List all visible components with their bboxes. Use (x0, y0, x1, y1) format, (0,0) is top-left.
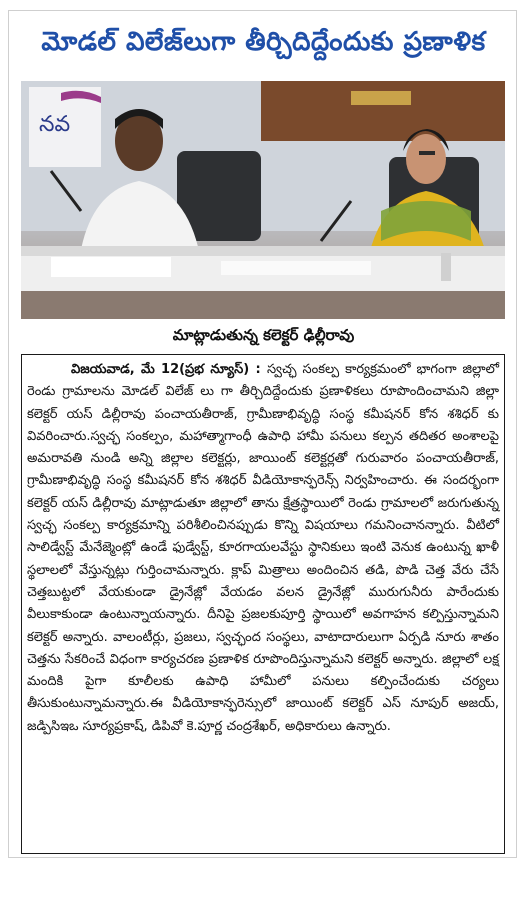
dateline: విజయవాడ, మే 12(ప్రభ న్యూస్) : (71, 362, 268, 377)
photo-caption: మాట్లాడుతున్న కలెక్టర్ ఢిల్లీరావు (172, 326, 355, 344)
news-clipping (8, 10, 517, 858)
headline: మోడల్ విలేజ్‌లుగా తీర్చిదిద్దేందుకు ప్రణాళిక (41, 27, 486, 57)
banner-text: నవ (39, 112, 71, 137)
meeting-photo-illustration (21, 81, 505, 319)
article-body (21, 354, 505, 854)
article-text: స్వచ్ఛ సంకల్ప కార్యక్రమంలో భాగంగా జిల్లాలో రెండు గ్రామాలను మోడల్ విలేజ్ లు గా తీర్చిదిద్దేందుకు ప్రణాళికలు రూపొందించామని జిల్లా కలెక్టర్ యస్ డిల్లీరావు పంచాయతీరాజ్, గ్రామీణాభివృద్ధి సంస్థ కమీషనర్ కోన శశిధర్ కు వివరించారు.స్వచ్ఛ సంకల్పం, మహాత్మాగాంధీ ఉపాధి హామీ పనులు కల్పన తదితర అంశాలపై అమరావతి నుండి అన్ని జిల్లాల కలెక్టర్లు, జాయింట్ కలెక్టర్లతో గురువారం పంచాయతీరాజ్, గ్రామీణాభివృద్ధి సంస్థ కమీషనర్ కోన శశిధర్ వీడియోకాన్ఫరెన్స్ నిర్వహించారు. ఈ సందర్భంగా కలెక్టర్ యస్ డిల్లీరావు మాట్లాడుతూ జిల్లాలో తాను క్షేత్రస్థాయిలో రెండు గ్రామాలలో జరుగుతున్న స్వచ్ఛ సంకల్ప కార్యక్రమాన్ని పరిశీలించినప్పుడు కొన్ని విషయాలు గమనించానన్నారు. వీటిలో సాలిడ్వేస్ట్ మేనేజ్మెంట్లో ఉండే ఫుడ్వేస్ట్, కూరగాయలవేస్టు స్థానికులు ఇంటి వెనుక ఉంటున్న ఖాళీ స్థలాలలో వేస్తున్నట్లు గుర్తించామన్నారు. క్లాప్ మిత్రాలు అందించిన తడి, పొడి చెత్త వేరు చేసే చెత్తబుట్టలో వేయకుండా డ్రైనేజ్లో వేయడం వలన డ్రైనేజ్లో మురుగునీరు పారేందుకు వీలుకాకుండా ఉంటున్నాయన్నారు. దీనిపై ప్రజలకుపూర్తి స్థాయిలో అవగాహన కల్పిస్తున్నామని కలెక్టర్ అన్నారు. వాలంటీర్లు, ప్రజలు, స్వచ్ఛంద సంస్థలు, వాటాదారులుగా ఏర్పడి నూరు శాతం చెత్తను సేకరించే విధంగా కార్యచరణ ప్రణాళిక రూపొందిస్తున్నామని కలెక్టర్ అన్నారు. జిల్లాలో లక్ష మందికి పైగా కూలీలకు ఉపాధి హామీలో పనులు కల్పించేందుకు చర్యలు తీసుకుంటున్నామన్నారు.ఈ వీడియోకాన్ఫరెన్సులో జాయింట్ కలెక్టర్ ఎస్ నూపుర్ అజయ్, జడ్పిసిఇఒ సూర్యప్రకాష్, డిపివో కె.పూర్ణ చంద్రశేఖర్, అధికారులు ఉన్నారు. (27, 362, 499, 734)
news-photo (21, 81, 505, 319)
